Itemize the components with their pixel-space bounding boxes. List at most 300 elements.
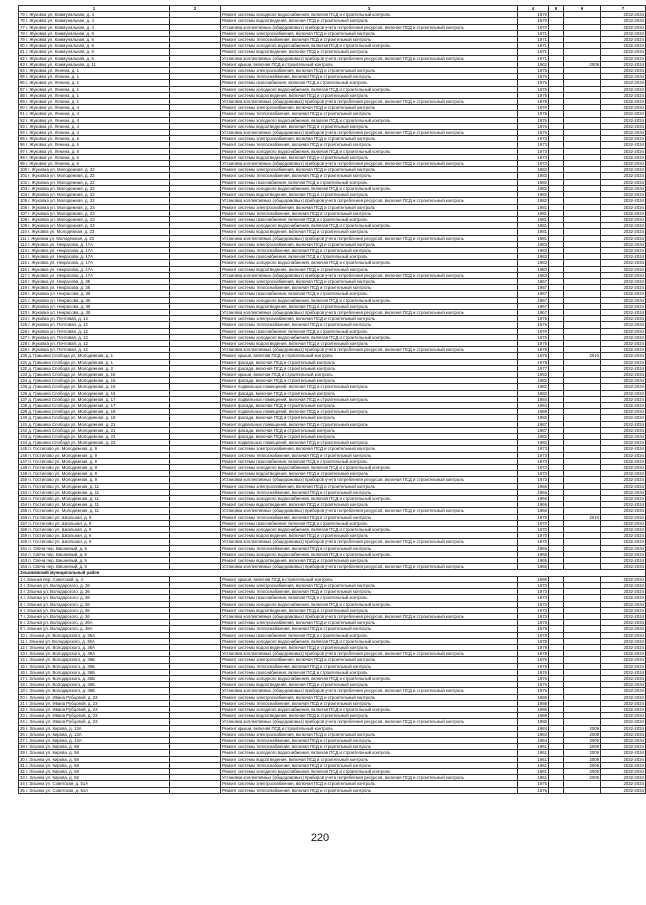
row-year-built: 1981 [518,235,549,241]
row-number: 154 [20,502,28,508]
row-address-text: д. Гришина Слобода ул. Молодежная, д. 1 [28,353,114,359]
row-address-text: п. Гостилово ул. Молодежная, д. 11 [28,483,100,489]
row-planned-period: 2032-2034 [601,105,646,111]
row-planned-period: 2032-2034 [601,663,646,669]
row-number: 163 [20,558,28,564]
row-planned-period: 2032-2034 [601,340,646,346]
row-address-text: г. Жуковка ул. Молодежная, д. 22 [28,173,95,179]
row-work-type: Ремонт системы теплоснабжения, включая ПСД и строительный контроль [221,545,518,551]
row-number: 111 [20,235,27,241]
row-work-type: Ремонт системы электроснабжения, включая ПСД и строительный контроль [221,278,518,284]
row-address-text: п. Гостилово ул. Молодежная, д. 11 [28,508,100,514]
row-number: 164 [20,564,28,570]
row-planned-period: 2032-2034 [601,762,646,768]
row-number: 25 [20,725,25,731]
row-year-built: 1973 [518,465,549,471]
row-year-built: 1984 [518,731,549,737]
row-planned-period: 2032-2034 [601,452,646,458]
row-address-text: г. Жуковка ул. Некрасова, д. 17А [28,241,93,247]
row-year-built: 1987 [518,427,549,433]
row-address-text: г. Жуковка ул. Ленина, д. 6 [25,136,80,142]
row-year-built: 1961 [518,775,549,781]
row-number: 85 [20,74,25,80]
row-number: 161 [20,545,28,551]
row-address-text: г. Жуковка ул. Ленина, д. 1 [25,80,80,86]
row-year-built: 1976 [518,80,549,86]
row-address-text: д. Гришина Слобода ул. Молодежная, д. 15 [28,371,116,377]
row-work-type: Ремонт системы водоотведения, включая ПСД и строительный контроль [221,18,518,24]
row-number: 19 [20,688,25,694]
row-number: 153 [20,496,28,502]
row-year-built: 1977 [518,365,549,371]
row-number: 105 [20,198,28,204]
row-address-text: п. Гостилово ул. Школьная, д. 8 [28,520,92,526]
row-work-type: Ремонт крыши, включая ПСД и строительный контроль [221,61,518,67]
row-number: 103 [20,185,28,191]
row-address-text: д. Гришина Слобода ул. Молодежная, д. 23 [28,434,116,440]
row-work-type: Ремонт системы холодного водоснабжения, включая ПСД и строительный контроль [221,43,518,49]
row-number: 97 [20,148,25,154]
row-year-built: 1973 [518,601,549,607]
row-work-type: Ремонт системы электроснабжения, включая ПСД и строительный контроль [221,241,518,247]
row-year-built: 1961 [518,762,549,768]
row-year-built: 1967 [518,285,549,291]
row-address-text: г. Злынка ул. Володарского, д. 36А [25,638,95,644]
row-address-text: г. Жуковка ул. Ленина, д. 6 [25,161,80,167]
row-number: 114 [20,254,27,260]
row-address-text: г. Злынка ул. Ивана Рубцовой, д. 23 [25,706,98,712]
row-planned-period: 2032-2034 [601,185,646,191]
row-work-type: Ремонт крыши, включая ПСД и строительный контроль [221,371,518,377]
row-number: 13 [20,651,25,657]
row-planned-period: 2032-2034 [601,458,646,464]
row-address-text: г. Злынка ул. Ивана Рубцовой, д. 23 [25,700,98,706]
row-planned-period: 2032-2034 [601,682,646,688]
row-work-type: Ремонт системы теплоснабжения, включая ПСД и строительный контроль [221,787,518,793]
row-work-type: Ремонт системы водоотведения, включая ПСД и строительный контроль [221,558,518,564]
row-year-built: 1976 [518,675,549,681]
row-work-type: Ремонт системы электроснабжения, включая ПСД и строительный контроль [221,582,518,588]
row-work-type: Ремонт системы холодного водоснабжения, включая ПСД и строительный контроль [221,185,518,191]
row-number: 34 [20,781,25,787]
row-year-built: 1970 [518,533,549,539]
row-planned-period: 2032-2034 [601,297,646,303]
row-address-text: г. Жуковка ул. Ленина, д. 4 [25,117,80,123]
row-address-text: п. Гостилово ул. Молодежная, д. 9 [28,452,98,458]
row-address-text: г. Жуковка ул. Молодежная, д. 22 [28,179,95,185]
row-planned-period: 2032-2034 [601,514,646,520]
row-work-type: Установка коллективных (общедомовых) приборов учета потребления ресурсов, включая ПСД и строительный контроль [221,235,518,241]
row-number: 155 [20,508,28,514]
row-work-type: Установка коллективных (общедомовых) приборов учета потребления ресурсов, включая ПСД и строительный контроль [221,161,518,167]
row-planned-period: 2032-2034 [601,564,646,570]
row-year-built: 1983 [518,266,549,272]
row-address-text: г. Жуковка ул. Ленина, д. 4 [25,123,80,129]
row-planned-period: 2032-2034 [601,24,646,30]
row-work-type: Ремонт системы электроснабжения, включая ПСД и строительный контроль [221,620,518,626]
row-year-built: 1976 [518,682,549,688]
row-year-built: 1976 [518,688,549,694]
row-planned-period: 2032-2034 [601,489,646,495]
row-address-text: г. Злынка ул. Володарского, д. 36 [23,607,90,613]
row-year-built: 1978 [518,626,549,632]
row-work-type: Ремонт системы электроснабжения, включая ПСД и строительный контроль [221,731,518,737]
row-work-type: Ремонт системы водоотведения, включая ПСД и строительный контроль [221,502,518,508]
row-planned-period: 2032-2034 [601,303,646,309]
row-number: 16 [20,669,25,675]
row-year-built: 1983 [518,272,549,278]
row-work-type: Ремонт системы газоснабжения, включая ПСД и строительный контроль [221,458,518,464]
row-planned-period: 2032-2034 [601,266,646,272]
row-planned-period: 2032-2034 [601,607,646,613]
row-work-type: Ремонт системы газоснабжения, включая ПСД и строительный контроль [221,216,518,222]
row-number: 125 [20,322,28,328]
row-planned-period: 2032-2034 [601,396,646,402]
row-number: 84 [20,68,25,74]
row-address-text: г. Злынка ул. Кирова, д. 13А [25,737,82,743]
row-year-built: 1970 [518,527,549,533]
row-planned-period: 2032-2034 [601,750,646,756]
row-work-type: Установка коллективных (общедомовых) приборов учета потребления ресурсов, включая ПСД и строительный контроль [221,347,518,353]
row-address-text: г. Злынка пер. Советский, д. 4 [23,576,84,582]
row-number: 117 [20,272,27,278]
row-address-text: г. Злынка ул. Володарского, д. 36 [23,601,90,607]
row-number: 162 [20,551,28,557]
row-year-built: 1976 [518,111,549,117]
row-planned-period: 2032-2034 [601,334,646,340]
row-year-built: 1976 [518,781,549,787]
row-address-text: г. Жуковка ул. Ленина, д. 1 [25,68,80,74]
row-work-type: Установка коллективных (общедомовых) приборов учета потребления ресурсов, включая ПСД и строительный контроль [221,508,518,514]
row-work-type: Ремонт системы водоотведения, включая ПСД и строительный контроль [221,229,518,235]
row-work-type: Ремонт системы холодного водоснабжения, включая ПСД и строительный контроль [221,527,518,533]
row-planned-period: 2032-2034 [601,378,646,384]
row-address-text: г. Злынка ул. Володарского, д. 36Б [25,688,95,694]
row-planned-period: 2032-2034 [601,43,646,49]
row-number: 32 [20,768,25,774]
row-number: 81 [20,49,25,55]
row-number: 1 [20,576,23,582]
row-work-type: Ремонт системы теплоснабжения, включая ПСД и строительный контроль [221,142,518,148]
row-work-type: Ремонт системы холодного водоснабжения, включая ПСД и строительный контроль [221,86,518,92]
row-planned-period: 2032-2034 [601,737,646,743]
row-planned-period: 2032-2034 [601,229,646,235]
row-year-built: 1967 [518,309,549,315]
row-number: 88 [20,92,25,98]
row-year-built: 1965 [518,545,549,551]
row-work-type: Ремонт системы электроснабжения, включая ПСД и строительный контроль [221,68,518,74]
row-planned-period: 2032-2034 [601,440,646,446]
row-last-repair-year: 2009 [564,768,601,774]
row-number: 100 [20,167,28,173]
row-address-text: г. Жуковка ул. Ленина, д. 1 [25,74,80,80]
column-number-7: 7 [601,6,646,12]
row-planned-period: 2032-2034 [601,272,646,278]
row-number: 132 [20,365,28,371]
row-planned-period: 2032-2034 [601,403,646,409]
row-work-type: Ремонт системы электроснабжения, включая ПСД и строительный контроль [221,316,518,322]
row-year-built: 1976 [518,657,549,663]
row-number: 146 [20,452,28,458]
row-number: 8 [20,620,23,626]
row-number: 139 [20,409,28,415]
row-year-built: 1982 [518,179,549,185]
row-planned-period: 2032-2034 [601,328,646,334]
row-year-built: 1973 [518,142,549,148]
row-number: 78 [20,30,25,36]
row-year-built: 1986 [518,706,549,712]
row-last-repair-year: 2009 [564,775,601,781]
row-year-built: 1973 [518,589,549,595]
row-work-type: Ремонт крыши, включая ПСД и строительный контроль [221,353,518,359]
row-planned-period: 2032-2034 [601,713,646,719]
row-year-built: 1973 [518,613,549,619]
row-planned-period: 2032-2034 [601,216,646,222]
row-planned-period: 2032-2034 [601,775,646,781]
row-work-type: Ремонт системы электроснабжения, включая ПСД и строительный контроль [221,694,518,700]
row-year-built: 1986 [518,713,549,719]
row-address-text: д. Гришина Слобода ул. Молодежная, д. 16 [28,384,116,390]
row-address-text: г. Жуковка ул. Некрасова, д. 35 [28,278,91,284]
row-address-text: г. Жуковка ул. Коммунальная, д. 4 [25,18,94,24]
row-number: 31 [20,762,25,768]
row-address-text: г. Жуковка ул. Коммунальная, д. 4 [25,12,94,18]
row-number: 18 [20,682,25,688]
row-address-text: п. Свеча пер. Вишневый, д. 5 [28,545,87,551]
row-planned-period: 2032-2034 [601,539,646,545]
row-planned-period: 2032-2034 [601,421,646,427]
row-work-type: Установка коллективных (общедомовых) приборов учета потребления ресурсов, включая ПСД и строительный контроль [221,309,518,315]
row-planned-period: 2032-2034 [601,92,646,98]
row-number: 157 [20,520,28,526]
row-address-text: г. Злынка ул. Володарского, д. 36Б [25,675,95,681]
row-planned-period: 2032-2034 [601,235,646,241]
row-year-built: 1982 [518,440,549,446]
row-address-text: г. Жуковка ул. Коммунальная, д. 6 [25,30,94,36]
row-number: 148 [20,465,28,471]
row-number: 115 [20,260,27,266]
row-work-type: Ремонт подвальных помещений, включая ПСД и строительный контроль [221,440,518,446]
row-work-type: Ремонт системы холодного водоснабжения, включая ПСД и строительный контроль [221,465,518,471]
row-year-built: 1970 [518,514,549,520]
row-address-text: п. Гостилово ул. Молодежная, д. 11 [28,496,100,502]
row-year-built: 1983 [518,247,549,253]
row-year-built: 1966 [518,489,549,495]
row-work-type: Ремонт системы холодного водоснабжения, включая ПСД и строительный контроль [221,675,518,681]
row-planned-period: 2032-2034 [601,731,646,737]
row-year-built: 1976 [518,99,549,105]
row-address-text: п. Гостилово ул. Молодежная, д. 9 [28,471,98,477]
row-address-text: г. Злынка ул. Володарского, д. 36А [23,626,93,632]
row-work-type: Ремонт системы водоотведения, включая ПСД и строительный контроль [221,303,518,309]
column-number-2: 2 [170,6,221,12]
row-planned-period: 2032-2034 [601,37,646,43]
row-address-text: г. Жуковка ул. Некрасова, д. 17А [28,254,93,260]
row-year-built: 1967 [518,291,549,297]
row-planned-period: 2032-2034 [601,626,646,632]
row-work-type: Ремонт системы водоотведения, включая ПСД и строительный контроль [221,682,518,688]
row-year-built: 1981 [518,210,549,216]
row-planned-period: 2032-2034 [601,161,646,167]
row-planned-period: 2032-2034 [601,154,646,160]
row-work-type: Ремонт системы электроснабжения, включая ПСД и строительный контроль [221,781,518,787]
row-number: 12 [20,644,25,650]
row-planned-period: 2032-2034 [601,496,646,502]
row-address-text: п. Гостилово ул. Молодежная, д. 11 [28,489,100,495]
row-year-built: 1976 [518,68,549,74]
row-number: 91 [20,111,25,117]
row-year-built: 1983 [518,241,549,247]
table-row [19,787,646,793]
row-year-built: 1976 [518,328,549,334]
row-planned-period: 2032-2034 [601,582,646,588]
row-work-type: Ремонт системы водоотведения, включая ПСД и строительный контроль [221,92,518,98]
row-address-text: г. Жуковка ул. Некрасова, д. 35 [28,297,91,303]
row-work-type: Ремонт подвальных помещений, включая ПСД и строительный контроль [221,409,518,415]
row-number: 21 [20,700,25,706]
row-number: 158 [20,527,28,533]
row-work-type: Ремонт системы водоотведения, включая ПСД и строительный контроль [221,471,518,477]
row-work-type: Ремонт системы водоотведения, включая ПСД и строительный контроль [221,713,518,719]
row-work-type: Ремонт системы водоотведения, включая ПСД и строительный контроль [221,49,518,55]
row-work-type: Ремонт системы теплоснабжения, включая ПСД и строительный контроль [221,210,518,216]
row-year-built: 1981 [518,216,549,222]
row-number: 130 [20,353,28,359]
row-address-text: г. Жуковка ул. Молодежная, д. 22 [28,198,95,204]
row-year-built: 1967 [518,278,549,284]
row-address-text: п. Свеча пер. Вишневый, д. 5 [28,558,87,564]
row-planned-period: 2032-2034 [601,316,646,322]
row-address-text: г. Злынка ул. Володарского, д. 36 [23,595,90,601]
row-planned-period: 2032-2034 [601,744,646,750]
row-planned-period: 2032-2034 [601,12,646,18]
row-planned-period: 2032-2034 [601,99,646,105]
row-number: 143 [20,434,28,440]
row-planned-period: 2032-2034 [601,446,646,452]
row-number: 96 [20,142,25,148]
row-year-built: 1978 [518,644,549,650]
row-work-type: Ремонт фасада, включая ПСД и строительный контроль [221,359,518,365]
row-work-type: Ремонт системы холодного водоснабжения, включая ПСД и строительный контроль [221,768,518,774]
row-last-repair-year: 2009 [564,750,601,756]
row-planned-period: 2032-2034 [601,384,646,390]
row-last-repair-year: 2009 [564,731,601,737]
row-planned-period: 2032-2034 [601,595,646,601]
row-work-type: Ремонт системы газоснабжения, включая ПСД и строительный контроль [221,328,518,334]
row-number: 129 [20,347,28,353]
row-planned-period: 2032-2034 [601,117,646,123]
row-number: 17 [20,675,25,681]
row-year-built: 1970 [518,24,549,30]
row-address-text: д. Гришина Слобода ул. Молодежная, д. 2 [28,365,114,371]
row-year-built: 1976 [518,74,549,80]
row-work-type: Ремонт системы теплоснабжения, включая ПСД и строительный контроль [221,700,518,706]
column-number-6: 6 [564,6,601,12]
row-work-type: Ремонт системы холодного водоснабжения, включая ПСД и строительный контроль [221,117,518,123]
row-year-built: 1978 [518,651,549,657]
row-planned-period: 2032-2034 [601,651,646,657]
row-address-text: г. Злынка ул. Володарского, д. 36Б [25,657,95,663]
row-work-type: Ремонт системы теплоснабжения, включая ПСД и строительный контроль [221,452,518,458]
row-address-text: г. Жуковка ул. Почтовая, д. 12 [28,340,88,346]
row-address [19,787,170,793]
row-year-built: 1965 [518,564,549,570]
row-address-text: г. Злынка ул. Ивана Рубцовой, д. 23 [25,719,98,725]
row-work-type: Ремонт системы электроснабжения, включая ПСД и строительный контроль [221,657,518,663]
row-address-text: г. Злынка ул. Кирова, д. 58 [25,775,79,781]
row-year-built: 1973 [518,161,549,167]
row-blank [170,787,221,793]
row-address-text: г. Злынка ул. Кирова, д. 58 [25,768,79,774]
row-address-text: п. Гостилово ул. Молодежная, д. 9 [28,446,98,452]
row-work-type: Ремонт системы теплоснабжения, включая ПСД и строительный контроль [221,247,518,253]
row-planned-period: 2032-2034 [601,601,646,607]
row-year-built: 1976 [518,117,549,123]
row-address-text: г. Жуковка ул. Молодежная, д. 22 [28,185,95,191]
row-work-type: Установка коллективных (общедомовых) приборов учета потребления ресурсов, включая ПСД и строительный контроль [221,651,518,657]
row-address-text: г. Злынка ул. Ивана Рубцовой, д. 23 [25,694,98,700]
row-work-type: Ремонт системы теплоснабжения, включая ПСД и строительный контроль [221,514,518,520]
row-planned-period: 2032-2034 [601,30,646,36]
row-number: 77 [20,24,25,30]
row-address-text: г. Жуковка ул. Ленина, д. 6 [25,148,80,154]
row-work-type: Ремонт системы теплоснабжения, включая ПСД и строительный контроль [221,589,518,595]
row-year-built: 1973 [518,452,549,458]
row-address-text: г. Жуковка ул. Ленина, д. 4 [25,111,80,117]
row-last-repair-year [564,787,601,793]
row-work-type: Ремонт системы холодного водоснабжения, включая ПСД и строительный контроль [221,601,518,607]
row-number: 5 [20,601,23,607]
row-planned-period: 2032-2034 [601,694,646,700]
row-year-built: 1978 [518,620,549,626]
row-address-text: г. Жуковка ул. Коммунальная, д. 6 [25,43,94,49]
row-work-type: Установка коллективных (общедомовых) приборов учета потребления ресурсов, включая ПСД и строительный контроль [221,272,518,278]
row-planned-period: 2032-2034 [601,179,646,185]
row-work-type: Ремонт системы холодного водоснабжения, включая ПСД и строительный контроль [221,638,518,644]
row-number: 14 [20,657,25,663]
row-planned-period: 2032-2034 [601,123,646,129]
row-planned-period: 2032-2034 [601,415,646,421]
row-address-text: г. Злынка ул. Кирова, д. 58 [25,756,79,762]
row-work-type: Ремонт системы холодного водоснабжения, включая ПСД и строительный контроль [221,750,518,756]
row-number: 4 [20,595,23,601]
row-year-built: 1973 [518,446,549,452]
row-work-type: Ремонт фасада, включая ПСД и строительный контроль [221,378,518,384]
row-year-built: 1962 [518,61,549,67]
row-address-text: г. Злынка ул. Володарского, д. 36Б [25,669,95,675]
row-number: 93 [20,123,25,129]
row-planned-period: 2032-2034 [601,111,646,117]
row-year-built: 1982 [518,192,549,198]
row-address-text: г. Жуковка ул. Молодежная, д. 22 [28,167,95,173]
row-planned-period: 2032-2034 [601,130,646,136]
row-address-text: п. Свеча пер. Вишневый, д. 5 [28,551,87,557]
row-planned-period: 2032-2034 [601,483,646,489]
row-work-type: Ремонт фасада, включая ПСД и строительный контроль [221,365,518,371]
row-address-text: г. Жуковка ул. Ленина, д. 1 [25,99,80,105]
row-address-text: п. Гостилово ул. Школьная, д. 8 [28,533,92,539]
row-address-text: д. Гришина Слобода ул. Молодежная, д. 17 [28,403,116,408]
row-work-type: Установка коллективных (общедомовых) приборов учета потребления ресурсов, включая ПСД и строительный контроль [221,688,518,694]
row-planned-period: 2032-2034 [601,787,646,793]
row-planned-period: 2032-2034 [601,768,646,774]
row-planned-period: 2032-2034 [601,675,646,681]
row-planned-period: 2032-2034 [601,409,646,415]
row-work-type: Ремонт системы газоснабжения, включая ПСД и строительный контроль [221,80,518,86]
row-work-type: Ремонт системы теплоснабжения, включая ПСД и строительный контроль [221,663,518,669]
row-work-type: Ремонт системы теплоснабжения, включая ПСД и строительный контроль [221,737,518,743]
row-address-text: г. Жуковка ул. Ленина, д. 4 [25,105,80,111]
